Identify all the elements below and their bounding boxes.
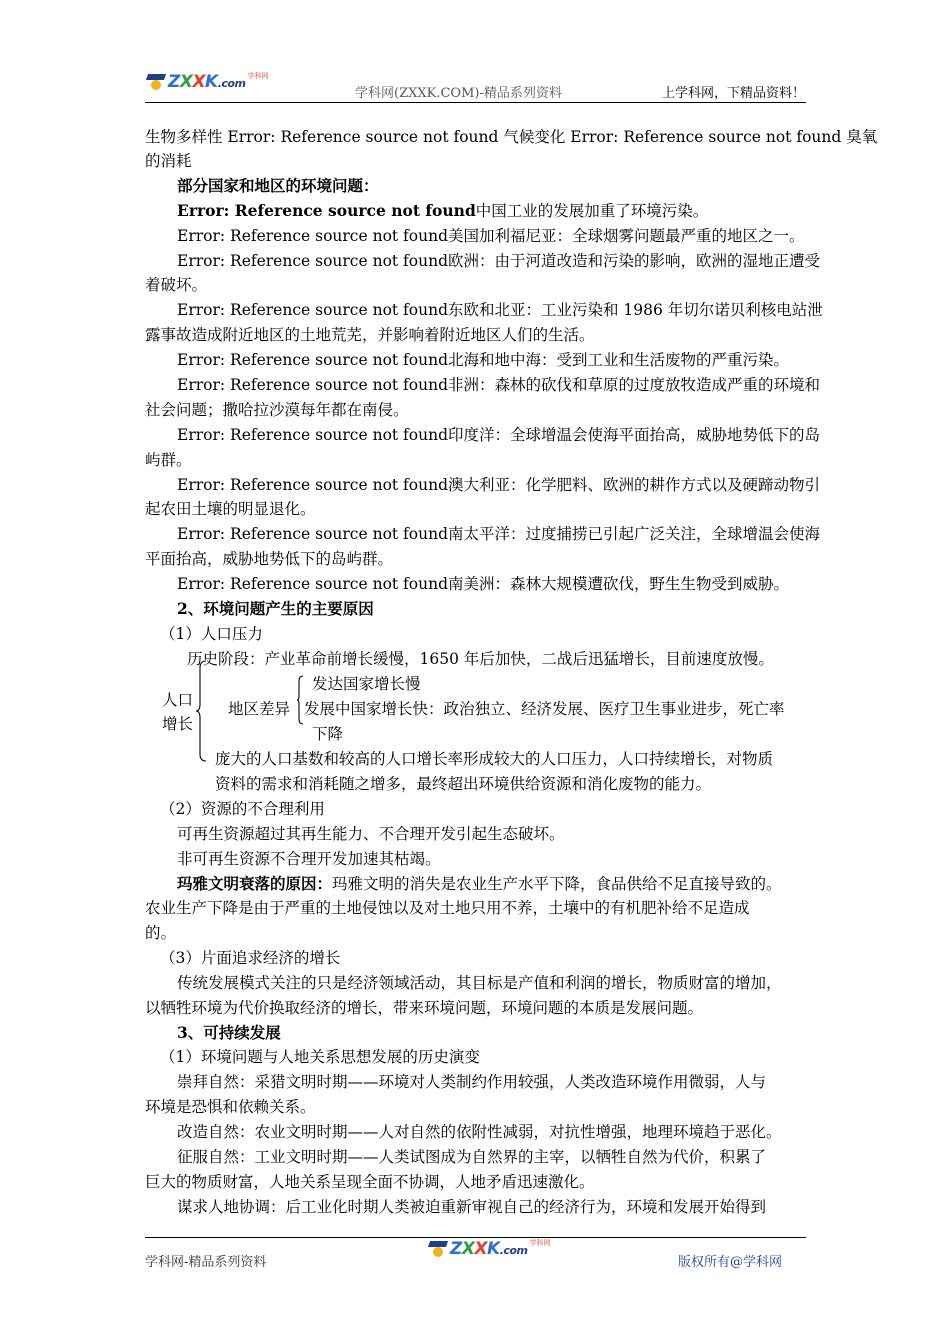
text-line bbox=[177, 201, 708, 221]
text-line: 社会问题；撒哈拉沙漠每年都在南侵。 bbox=[145, 401, 409, 419]
text-line: 屿群。 bbox=[145, 451, 192, 469]
text-line: 可再生资源超过其再生能力、不合理开发引起生态破坏。 bbox=[177, 825, 565, 843]
text-line: Error: Reference source not found美国加利福尼亚：全球烟雾问题最严重的地区之一。 bbox=[177, 227, 805, 245]
text-span: 玛雅文明的消失是农业生产水平下降，食品供给不足直接导致的。 bbox=[332, 875, 782, 893]
header-divider bbox=[145, 102, 806, 103]
error-ref: Error: Reference source not found bbox=[177, 201, 476, 220]
diagram-regional-difference: 地区差异 bbox=[228, 700, 291, 718]
section-heading: 3、可持续发展 bbox=[177, 1023, 281, 1042]
text-line: Error: Reference source not found澳大利亚：化学肥料、欧洲的耕作方式以及硬蹄动物引 bbox=[177, 476, 821, 494]
text-line: 以牺牲环境为代价换取经济的增长，带来环境问题，环境问题的本质是发展问题。 bbox=[145, 999, 704, 1017]
text-line: Error: Reference source not found南太平洋：过度捕捞已引起广泛关注，全球增温会使海 bbox=[177, 525, 821, 543]
maya-heading: 玛雅文明衰落的原因： bbox=[177, 874, 333, 893]
diagram-history-stage: 历史阶段：产业革命前增长缓慢，1650 年后加快，二战后迅猛增长，目前速度放慢。 bbox=[187, 650, 774, 668]
text-line: Error: Reference source not found印度洋：全球增温会使海平面抬高，威胁地势低下的岛 bbox=[177, 426, 821, 444]
text-span: 中国工业的发展加重了环境污染。 bbox=[475, 202, 709, 220]
text-line: 环境是恐惧和依赖关系。 bbox=[145, 1098, 316, 1116]
logo-wordmark: ZXXK.com bbox=[168, 72, 246, 92]
text-line: 起农田土壤的明显退化。 bbox=[145, 500, 316, 518]
graduation-cap-icon bbox=[146, 72, 168, 92]
footer-left-text: 学科网-精品系列资料 bbox=[145, 1255, 267, 1270]
text-line: 的消耗 bbox=[145, 152, 192, 170]
diagram-developed-countries: 发达国家增长慢 bbox=[312, 675, 421, 693]
subsection-heading: （2）资源的不合理利用 bbox=[160, 800, 325, 818]
text-line: 改造自然：农业文明时期——人对自然的依附性减弱，对抗性增强，地理环境趋于恶化。 bbox=[177, 1123, 782, 1141]
left-brace-icon bbox=[296, 675, 304, 725]
text-line: 生物多样性 Error: Reference source not found 气候变化 Error: Reference source not found 臭氧 bbox=[145, 128, 878, 146]
text-line: 谋求人地协调：后工业化时期人类被迫重新审视自己的经济行为，环境和发展开始得到 bbox=[177, 1198, 767, 1216]
logo-badge: 学科网 bbox=[247, 72, 269, 80]
diagram-label-population: 人口 bbox=[162, 691, 194, 709]
logo-badge: 学科网 bbox=[529, 1239, 551, 1247]
subsection-heading: （1）人口压力 bbox=[160, 625, 263, 643]
zxxk-logo[interactable] bbox=[428, 1239, 550, 1259]
text-line: Error: Reference source not found北海和地中海：受到工业和生活废物的严重污染。 bbox=[177, 351, 790, 369]
text-line bbox=[177, 874, 782, 894]
subsection-heading: （1）环境问题与人地关系思想发展的历史演变 bbox=[160, 1048, 480, 1066]
text-line: 的。 bbox=[145, 924, 177, 942]
diagram-population-pressure: 庞大的人口基数和较高的人口增长率形成较大的人口压力，人口持续增长，对物质 bbox=[215, 750, 774, 768]
footer-divider bbox=[145, 1237, 806, 1238]
section-heading: 2、环境问题产生的主要原因 bbox=[177, 599, 374, 618]
left-brace-icon bbox=[195, 660, 207, 762]
text-line: 资料的需求和消耗随之增多，最终超出环境供给资源和消化废物的能力。 bbox=[215, 775, 712, 793]
text-line: 农业生产下降是由于严重的土地侵蚀以及对土地只用不养，土壤中的有机肥补给不足造成 bbox=[145, 899, 750, 917]
diagram-developing-countries: 发展中国家增长快：政治独立、经济发展、医疗卫生事业进步，死亡率 bbox=[304, 700, 785, 718]
text-line: Error: Reference source not found南美洲：森林大规模遭砍伐，野生生物受到威胁。 bbox=[177, 575, 790, 593]
text-line: 巨大的物质财富，人地关系呈现全面不协调，人地矛盾迅速激化。 bbox=[145, 1173, 595, 1191]
text-line: Error: Reference source not found非洲：森林的砍伐和草原的过度放牧造成严重的环境和 bbox=[177, 376, 821, 394]
text-line: 崇拜自然：采猎文明时期——环境对人类制约作用较强，人类改造环境作用微弱，人与 bbox=[177, 1073, 767, 1091]
text-line: 传统发展模式关注的只是经济领域活动，其目标是产值和利润的增长，物质财富的增加， bbox=[177, 974, 782, 992]
text-line: 下降 bbox=[312, 725, 344, 743]
text-line: 着破坏。 bbox=[145, 276, 208, 294]
text-line: Error: Reference source not found东欧和北亚：工业污染和 1986 年切尔诺贝利核电站泄 bbox=[177, 301, 823, 319]
text-line: Error: Reference source not found欧洲：由于河道改造和污染的影响，欧洲的湿地正遭受 bbox=[177, 252, 821, 270]
text-line: 征服自然：工业文明时期——人类试图成为自然界的主宰，以牺牲自然为代价，积累了 bbox=[177, 1148, 767, 1166]
zxxk-logo[interactable] bbox=[146, 72, 268, 92]
text-line: 非可再生资源不合理开发加速其枯竭。 bbox=[177, 850, 441, 868]
subsection-heading: （3）片面追求经济的增长 bbox=[160, 949, 341, 967]
graduation-cap-icon bbox=[428, 1239, 450, 1259]
section-heading: 部分国家和地区的环境问题： bbox=[177, 176, 379, 195]
logo-wordmark: ZXXK.com bbox=[450, 1239, 528, 1259]
header-slogan: 上学科网，下精品资料！ bbox=[661, 86, 805, 101]
header-site-title: 学科网(ZXXK.COM)-精品系列资料 bbox=[355, 86, 562, 101]
text-line: 平面抬高，威胁地势低下的岛屿群。 bbox=[145, 550, 394, 568]
diagram-label-growth: 增长 bbox=[162, 715, 194, 733]
footer-copyright: 版权所有@学科网 bbox=[677, 1255, 782, 1270]
text-line: 露事故造成附近地区的土地荒芜，并影响着附近地区人们的生活。 bbox=[145, 326, 595, 344]
